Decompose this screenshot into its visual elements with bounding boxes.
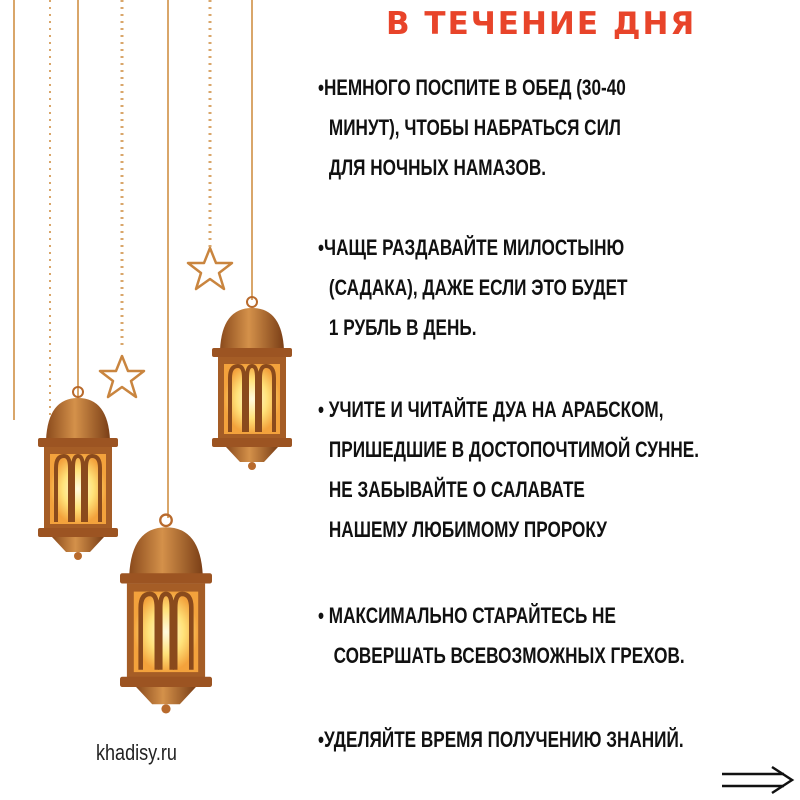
tip-line: • МАКСИМАЛЬНО СТАРАЙТЕСЬ НЕ bbox=[318, 603, 616, 628]
tip-item bbox=[318, 720, 684, 760]
tip-line: ДЛЯ НОЧНЫХ НАМАЗОВ. bbox=[328, 155, 547, 180]
tip-line: СОВЕРШАТЬ ВСЕВОЗМОЖНЫХ ГРЕХОВ. bbox=[333, 643, 685, 668]
tip-line: НАШЕМУ ЛЮБИМОМУ ПРОРОКУ bbox=[328, 517, 607, 542]
tip-line: МИНУТ), ЧТОБЫ НАБРАТЬСЯ СИЛ bbox=[328, 115, 621, 140]
lantern-icon bbox=[212, 297, 292, 470]
tip-line: •ЧАЩЕ РАЗДАВАЙТЕ МИЛОСТЫНЮ bbox=[318, 235, 625, 260]
tip-line: (САДАКА), ДАЖЕ ЕСЛИ ЭТО БУДЕТ bbox=[328, 275, 628, 300]
site-watermark: khadisy.ru bbox=[96, 740, 177, 765]
star-icon bbox=[188, 248, 232, 289]
tip-line: НЕ ЗАБЫВАЙТЕ О САЛАВАТЕ bbox=[328, 477, 585, 502]
tip-line: 1 РУБЛЬ В ДЕНЬ. bbox=[328, 315, 477, 340]
lantern-icon bbox=[38, 387, 118, 560]
tip-item bbox=[318, 390, 699, 550]
tip-line: •УДЕЛЯЙТЕ ВРЕМЯ ПОЛУЧЕНИЮ ЗНАНИЙ. bbox=[318, 727, 684, 752]
page-title: В ТЕЧЕНИЕ ДНЯ bbox=[386, 6, 697, 42]
tip-item bbox=[318, 596, 685, 676]
star-icon bbox=[100, 356, 144, 397]
lantern-icon bbox=[120, 515, 212, 714]
tip-line: •НЕМНОГО ПОСПИТЕ В ОБЕД (30-40 bbox=[318, 75, 626, 100]
next-arrow-icon[interactable] bbox=[720, 765, 796, 795]
tip-line: • УЧИТЕ И ЧИТАЙТЕ ДУА НА АРАБСКОМ, bbox=[318, 397, 664, 422]
tip-item bbox=[318, 228, 628, 348]
tip-line: ПРИШЕДШИЕ В ДОСТОПОЧТИМОЙ СУННЕ. bbox=[328, 437, 699, 462]
tip-item bbox=[318, 68, 626, 188]
